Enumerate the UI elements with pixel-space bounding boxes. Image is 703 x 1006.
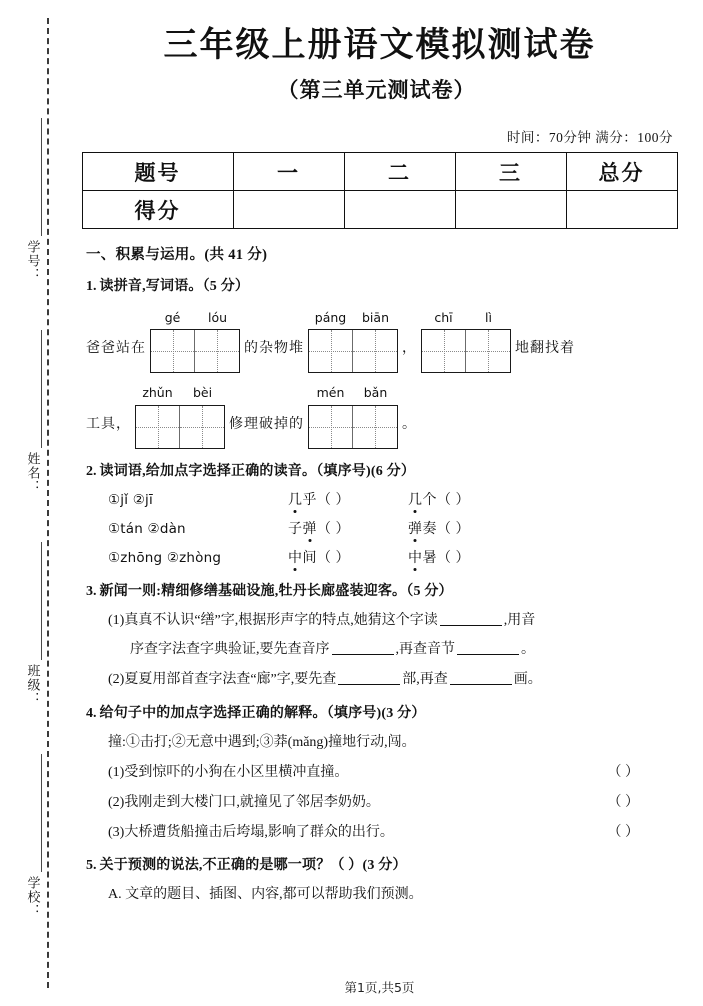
pinyin-label: bǎn [363, 385, 388, 401]
q2-options-2: ①tán ②dàn [108, 521, 186, 538]
score-cell-1[interactable] [233, 191, 344, 229]
write-cell[interactable] [466, 330, 510, 372]
q2-word-3a[interactable] [288, 548, 408, 569]
q4-item-2-answer[interactable]: （ ） [607, 794, 639, 810]
question-1-line-2 [86, 383, 679, 448]
answer-blank[interactable] [457, 640, 519, 655]
score-cell-3[interactable] [455, 191, 566, 229]
question-3-number: 3. [86, 584, 97, 600]
question-1 [86, 276, 679, 448]
question-2 [86, 461, 679, 570]
score-table [82, 152, 678, 229]
q2-word-suffix: 乎（ ） [302, 493, 350, 509]
q2-word-3b[interactable] [408, 548, 528, 569]
pinyin-box-pang-bian[interactable] [308, 308, 398, 373]
q2-word-2b[interactable] [408, 519, 528, 540]
write-cell[interactable] [151, 330, 195, 372]
question-1-number: 1. [86, 279, 97, 295]
q2-dotted-char: 弹 [302, 522, 317, 538]
write-cell[interactable] [309, 406, 353, 448]
q2-word-2a[interactable] [288, 519, 408, 540]
margin-slot-class [16, 542, 50, 706]
question-1-title: 读拼音,写词语。（5 分） [99, 279, 250, 295]
exam-meta: 时间：70分钟 满分：100分 [506, 130, 673, 146]
answer-blank[interactable] [450, 670, 512, 685]
q4-definition: 撞:①击打;②无意中遇到;③莽(mǎng)撞地行动,闯。 [108, 734, 416, 750]
q4-item-3 [108, 822, 679, 844]
pinyin-box-zhun-bei[interactable] [135, 383, 225, 448]
q4-item-1 [108, 762, 679, 784]
question-4-title: 给句子中的加点字选择正确的解释。（填序号)(3 分） [99, 706, 426, 722]
q3-item2-text-a: (2)夏夏用部首查字法查“廊”字,要先查 [108, 671, 337, 687]
q2-row-3 [108, 548, 679, 569]
margin-label-school: 学校： [25, 876, 41, 918]
q1-line1-tail: 地翻找着 [515, 341, 575, 357]
q1-line2-mid: 修理破掉的 [229, 416, 304, 432]
table-row [82, 153, 677, 191]
margin-rule [41, 118, 42, 236]
write-cell[interactable] [422, 330, 466, 372]
question-5-title: 关于预测的说法,不正确的是哪一项？（ ）(3 分） [99, 858, 407, 874]
pinyin-box-men-ban[interactable] [308, 383, 398, 448]
q2-row-2 [108, 519, 679, 540]
q2-word-1b[interactable] [408, 490, 528, 511]
pinyin-label: lóu [207, 309, 228, 325]
q1-line1-mid: 的杂物堆 [244, 341, 304, 357]
question-1-line-1 [86, 308, 679, 373]
score-table-col-2: 二 [344, 153, 455, 191]
q3-item1-text-d: ,再查音节 [395, 642, 455, 658]
section-heading-1: 一、积累与运用。(共 41 分) [86, 247, 268, 264]
answer-blank[interactable] [338, 670, 400, 685]
q2-word-suffix: 奏（ ） [422, 522, 470, 538]
score-table-row-label-score: 得分 [82, 191, 233, 229]
pinyin-label: páng [314, 309, 347, 325]
margin-label-student-id: 学号： [25, 240, 41, 282]
write-cell[interactable] [353, 406, 397, 448]
write-cell[interactable] [309, 330, 353, 372]
question-4-number: 4. [86, 706, 97, 722]
pinyin-label: chī [434, 309, 453, 325]
question-3 [86, 581, 679, 691]
margin-slot-school [16, 754, 50, 918]
q1-line2-lead: 工具， [86, 416, 131, 432]
q2-word-1a[interactable] [288, 490, 408, 511]
exam-page [56, 0, 703, 1006]
pinyin-box-ge-lou[interactable] [150, 308, 240, 373]
q3-item-1-line-1 [108, 610, 679, 632]
page-subtitle: （第三单元测试卷） [277, 78, 476, 103]
q4-item-1-answer[interactable]: （ ） [607, 765, 639, 781]
score-table-col-1: 一 [233, 153, 344, 191]
left-margin [0, 0, 56, 1006]
question-5 [86, 855, 679, 906]
margin-rule [41, 754, 42, 872]
page-title: 三年级上册语文模拟测试卷 [163, 27, 596, 64]
q2-dotted-char: 中 [408, 551, 423, 567]
margin-rule [41, 330, 42, 448]
score-table-col-3: 三 [455, 153, 566, 191]
q5-option-a[interactable]: A. 文章的题目、插图、内容,都可以帮助我们预测。 [108, 886, 423, 902]
pinyin-label: zhǔn [142, 385, 173, 401]
title-block [56, 0, 703, 104]
q2-options-1: ①jǐ ②jī [108, 492, 153, 509]
margin-rule [41, 542, 42, 660]
table-row [82, 191, 677, 229]
q2-word-prefix: 子 [288, 522, 303, 538]
pinyin-label: lì [485, 309, 492, 325]
write-cell[interactable] [136, 406, 180, 448]
q3-item2-text-b: 部,再查 [402, 671, 448, 687]
q2-word-suffix: 间（ ） [302, 551, 350, 567]
score-table-header-label: 题号 [82, 153, 233, 191]
q2-dotted-char: 弹 [408, 522, 423, 538]
q1-line1-comma: ， [402, 341, 417, 357]
q1-line1-lead: 爸爸站在 [86, 341, 146, 357]
pinyin-label: mén [316, 385, 345, 401]
q2-options-3: ①zhōng ②zhòng [108, 550, 222, 567]
q3-item1-text-c: 序查字法查字典验证,要先查音序 [130, 642, 330, 658]
score-cell-2[interactable] [344, 191, 455, 229]
q1-line2-tail: 。 [402, 416, 417, 432]
question-4 [86, 703, 679, 843]
q2-word-suffix: 暑（ ） [422, 551, 470, 567]
margin-label-name: 姓名： [25, 452, 41, 494]
q3-item-1-line-2 [130, 639, 679, 661]
q3-item1-text-e: 。 [521, 642, 535, 658]
q2-dotted-char: 几 [408, 493, 423, 509]
q2-word-suffix: 个（ ） [422, 493, 470, 509]
pinyin-label: biān [362, 309, 389, 325]
q3-item1-text-a: (1)真真不认识“缮”字,根据形声字的特点,她猜这个字读 [108, 612, 438, 628]
q4-item-3-text: (3)大桥遭货船撞击后垮塌,影响了群众的出行。 [108, 824, 394, 840]
question-2-number: 2. [86, 463, 97, 479]
q4-item-2 [108, 792, 679, 814]
write-cell[interactable] [195, 330, 239, 372]
write-cell[interactable] [180, 406, 224, 448]
page-footer: 第1页,共5页 [344, 980, 415, 995]
write-cell[interactable] [353, 330, 397, 372]
pinyin-label: bèi [192, 385, 213, 401]
q4-item-1-text: (1)受到惊吓的小狗在小区里横冲直撞。 [108, 765, 349, 781]
answer-blank[interactable] [332, 640, 394, 655]
question-3-title: 新闻一则:精细修缮基础设施,牡丹长廊盛装迎客。（5 分） [99, 584, 453, 600]
q2-dotted-char: 中 [288, 551, 303, 567]
q2-word-suffix: （ ） [317, 522, 350, 538]
score-cell-total[interactable] [566, 191, 677, 229]
score-table-col-total: 总分 [566, 153, 677, 191]
q4-item-3-answer[interactable]: （ ） [607, 824, 639, 840]
q4-item-2-text: (2)我刚走到大楼门口,就撞见了邻居李奶奶。 [108, 794, 380, 810]
margin-slot-name [16, 330, 50, 494]
pinyin-box-chi-li[interactable] [421, 308, 511, 373]
exam-content [56, 243, 703, 906]
q3-item2-text-c: 画。 [513, 671, 542, 687]
margin-slot-student-id [16, 118, 50, 282]
q3-item-2 [108, 669, 679, 691]
q2-row-1 [108, 490, 679, 511]
q3-item1-text-b: ,用音 [503, 612, 536, 628]
margin-label-class: 班级： [25, 664, 41, 706]
question-2-title: 读词语,给加点字选择正确的读音。（填序号)(6 分） [99, 463, 416, 479]
pinyin-label: gé [164, 309, 181, 325]
q2-dotted-char: 几 [288, 493, 303, 509]
answer-blank[interactable] [440, 611, 502, 626]
question-5-number: 5. [86, 858, 97, 874]
